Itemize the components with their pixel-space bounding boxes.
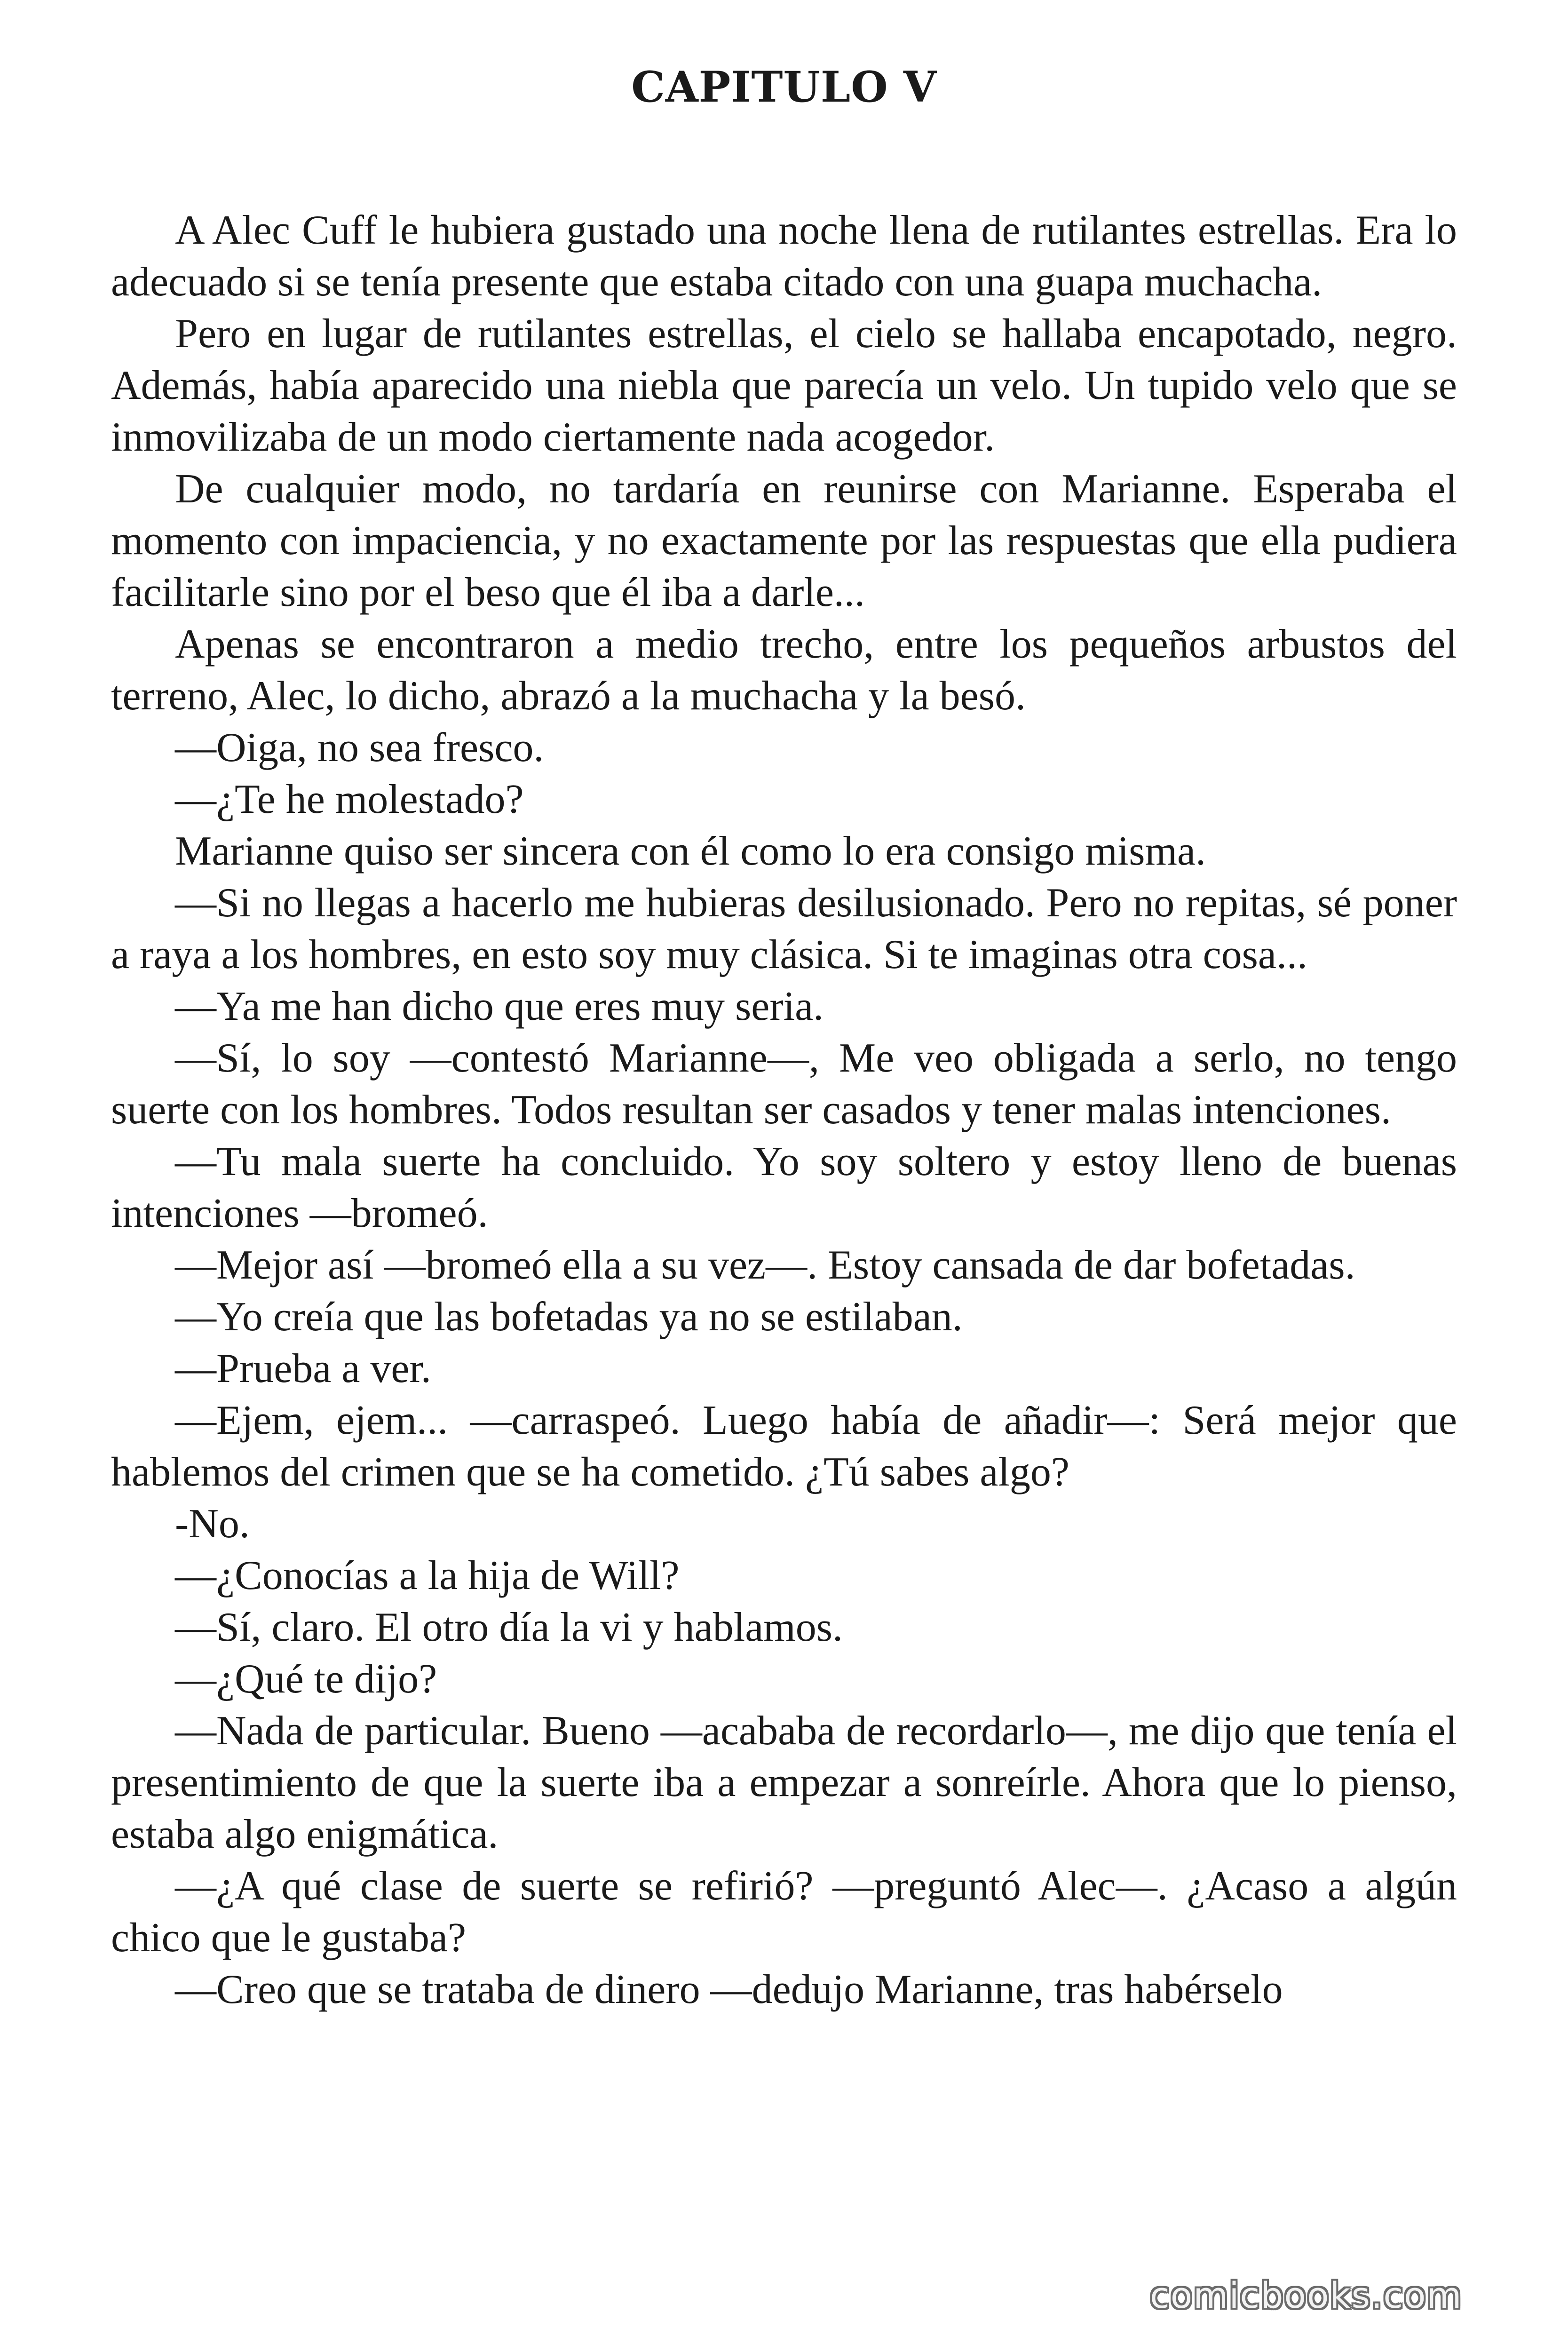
paragraph: —Sí, claro. El otro día la vi y hablamos.: [175, 1605, 843, 1650]
paragraph: —Tu mala suerte ha concluido. Yo soy soltero y estoy lleno de buenas intenciones —bromeó.: [111, 1139, 1457, 1236]
paragraph: —Nada de particular. Bueno —acababa de recordarlo—, me dijo que tenía el presentimiento de que la suerte iba a empezar a sonreírle. Ahora que lo pienso, estaba algo enigmática.: [111, 1708, 1457, 1857]
paragraph: —¿Te he molestado?: [175, 777, 524, 822]
chapter-title: CAPITULO V: [631, 62, 937, 112]
paragraph: —Si no llegas a hacerlo me hubieras desilusionado. Pero no repitas, sé poner a raya a los hombres, en esto soy muy clásica. Si te imaginas otra cosa...: [111, 880, 1457, 977]
paragraph: —Sí, lo soy —contestó Marianne—, Me veo obligada a serlo, no tengo suerte con los hombres. Todos resultan ser casados y tener malas intenciones.: [111, 1035, 1457, 1133]
paragraph: —¿Conocías a la hija de Will?: [175, 1553, 680, 1598]
paragraph: —Mejor así —bromeó ella a su vez—. Estoy cansada de dar bofetadas.: [175, 1242, 1355, 1288]
paragraph: —Yo creía que las bofetadas ya no se estilaban.: [175, 1294, 963, 1340]
paragraph: —Ejem, ejem... —carraspeó. Luego había de añadir—: Será mejor que hablemos del crimen que se ha cometido. ¿Tú sabes algo?: [111, 1398, 1457, 1495]
paragraph: —Prueba a ver.: [175, 1346, 431, 1391]
paragraph: A Alec Cuff le hubiera gustado una noche llena de rutilantes estrellas. Era lo adecuado si se tenía presente que estaba citado con una guapa muchacha.: [111, 207, 1457, 305]
paragraph: —Oiga, no sea fresco.: [175, 725, 544, 771]
paragraph: —¿Qué te dijo?: [175, 1656, 437, 1702]
watermark-logo: comicbooks.com: [1150, 2274, 1463, 2316]
paragraph: —¿A qué clase de suerte se refirió? —preguntó Alec—. ¿Acaso a algún chico que le gustaba?: [111, 1863, 1457, 1961]
paragraph: -No.: [175, 1501, 250, 1547]
paragraph: —Creo que se trataba de dinero —dedujo Marianne, tras habérselo: [175, 1967, 1283, 2012]
paragraph: De cualquier modo, no tardaría en reunirse con Marianne. Esperaba el momento con impaciencia, y no exactamente por las respuestas que ella pudiera facilitarle sino por el beso que él iba a darle...: [111, 466, 1457, 615]
paragraph: —Ya me han dicho que eres muy seria.: [175, 984, 824, 1029]
body-text: [111, 205, 1457, 2016]
paragraph: Apenas se encontraron a medio trecho, entre los pequeños arbustos del terreno, Alec, lo dicho, abrazó a la muchacha y la besó.: [111, 621, 1457, 719]
paragraph: Marianne quiso ser sincera con él como lo era consigo misma.: [175, 828, 1206, 874]
paragraph: Pero en lugar de rutilantes estrellas, el cielo se hallaba encapotado, negro. Además, había aparecido una niebla que parecía un velo. Un tupido velo que se inmovilizaba de un modo ciertamente nada acogedor.: [111, 311, 1457, 460]
